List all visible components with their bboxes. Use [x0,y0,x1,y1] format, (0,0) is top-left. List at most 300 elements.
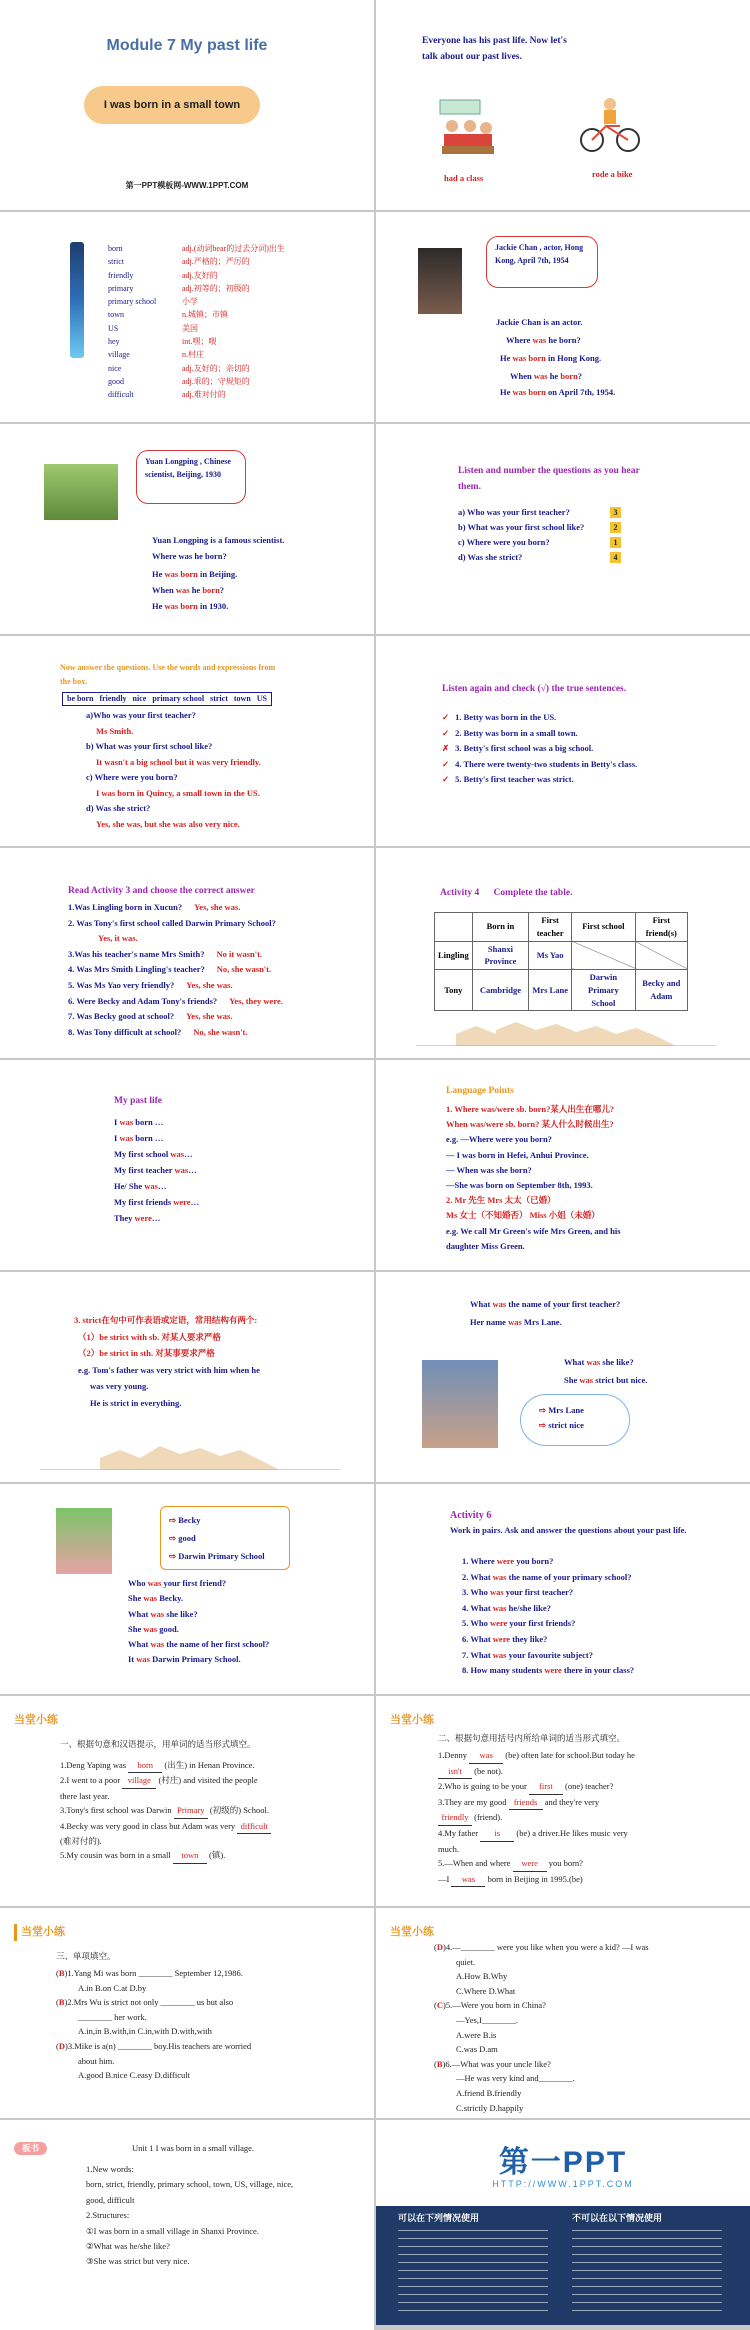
answer-number-badge: 1 [610,537,621,548]
answer-number-badge: 4 [610,552,621,563]
a-when: He was born in 1930. [152,601,229,611]
q-when: When was he born? [152,585,225,595]
vocab-word: friendly [108,270,134,280]
text-part: (镇). [206,1850,226,1861]
sentence-text: 1. Betty was born in the US. [455,712,557,722]
exercise-line [56,2068,356,2083]
example-4: —She was born on September 8th, 1993. [446,1180,593,1191]
column-header: First school [572,913,635,942]
table-cell: Shanxi Province [472,941,528,970]
filled-answer: village [122,1773,156,1788]
question-text: d) Was she strict? [458,552,523,562]
sentence-list [114,1114,199,1226]
dialogue-line [128,1607,269,1622]
keyword [169,1547,281,1565]
text-part: 8. How many students [462,1665,545,1676]
speech-bubble [136,450,246,504]
text-part: … [188,1165,197,1175]
text-part: 3. Who [462,1587,490,1598]
text-part: He/ She [114,1181,145,1191]
paren: ( [56,2040,59,2051]
q1: What was the name of your first teacher? [470,1299,621,1309]
title-1: Listen and number the questions as you hear [458,466,640,476]
vocab-meaning: adj.严格的；严厉的 [182,257,250,267]
text-part: C.Where D.What [456,1985,516,1996]
exercise-list [438,1748,738,1887]
text-part: ________ her work. [78,2011,147,2022]
answer: Yes, they were. [229,995,283,1006]
question-row [462,1585,634,1601]
answer: No, she wasn't. [216,964,272,975]
decor-stripe [70,242,84,358]
verb: was [143,1623,158,1634]
link-list-placeholder [398,2230,548,2314]
sentence-line [114,1162,199,1178]
slide-10 [376,848,750,1058]
slide-5 [0,424,374,634]
text-part: C.was D.am [456,2044,498,2055]
question-row [462,1554,634,1570]
word-box: be born friendly nice primary school strict town US [62,692,272,706]
example-6: daughter Miss Green. [446,1240,525,1251]
choice-answer: D [436,1942,443,1952]
question: 3.Was his teacher's name Mrs Smith? [68,948,205,959]
question-row [458,551,658,566]
text-part: (one) teacher? [562,1781,614,1792]
keyword-oval [520,1394,630,1446]
text-part: A.good B.nice C.easy D.difficult [78,2070,190,2081]
example-3: He is strict in everything. [90,1397,182,1408]
vocab-row [108,269,285,282]
bubble-text: Jackie Chan , actor, Hong Kong, April 7th, 1954 [495,243,584,265]
vocab-list [108,242,285,402]
filled-answer: was [451,1872,485,1888]
intro-line-1: Everyone has his past life. Now let's [422,36,567,46]
sentence-text: 2. Betty was born in a small town. [455,727,578,738]
q-when: When was he born? [510,371,583,381]
text-part: 6. What [462,1633,493,1644]
answer: No it wasn't. [216,948,263,959]
question-list [462,1554,634,1679]
exercise-line [438,1842,738,1857]
subtitle-text: I was born in a small town [103,99,241,111]
title: Listen again and check (√) the true sentences. [442,684,627,694]
column-header: First teacher [529,913,572,942]
dialogue-line [128,1637,269,1652]
exercise-line [56,2010,356,2025]
filled-answer: first [529,1779,563,1795]
exercise-line [56,2054,356,2069]
sentence-text: 3. Betty's first school was a big school. [455,743,594,753]
text-part: What [128,1608,151,1619]
text-part: … [184,1149,193,1159]
line-actor: Jackie Chan is an actor. [496,317,583,327]
caption-had-class: had a class [444,173,484,183]
verb: were [134,1213,152,1223]
section-tag: 当堂小练 [390,1714,434,1726]
slide-21 [0,2120,374,2330]
verb: was [492,1571,507,1582]
vocab-meaning: adj.乖的；守规矩的 [182,376,250,386]
table-cell: Tony [435,970,473,1011]
a2: She was strict but nice. [564,1375,648,1385]
paren: ( [434,2000,437,2011]
sentence-line [114,1210,199,1226]
question-row [462,1570,634,1586]
question: b) What was your first school like? [86,741,213,751]
vocab-row [108,388,285,401]
info-col-2: 不可以在以下情况使用 [572,2213,663,2223]
table-header [435,913,688,942]
paren: ( [434,1942,437,1952]
vocab-meaning: adj.友好的 [182,270,218,280]
text-part: your first teacher? [503,1587,574,1598]
points [74,1312,364,1411]
teacher-photo [422,1360,498,1448]
table-cell: Cambridge [472,970,528,1011]
example-1: e.g. Tom's father was very strict with him when he [78,1364,260,1375]
vocab-word: US [108,323,119,333]
question-text: a) Who was your first teacher? [458,507,570,517]
text-part: they like? [510,1633,548,1644]
qa-row [68,900,368,916]
verb: was [489,1587,504,1598]
text-part: (be) a driver.He likes music very [514,1827,628,1838]
text-part: —He was very kind and________. [456,2073,575,2084]
summary-line: ③She was strict but very nice. [86,2256,190,2267]
filled-answer: was [469,1748,503,1764]
text-part: My first school [114,1149,171,1159]
keyword-1: ⇨ Mrs Lane [539,1405,584,1415]
exercise-line [56,2024,356,2039]
exercise-line [60,1758,360,1773]
exercise-line [438,1748,738,1764]
text-part: (be) often late for school.But today he [503,1750,635,1760]
title: Activity 6 [450,1510,492,1521]
classroom-picture [438,96,498,162]
question-row [462,1648,634,1664]
text-part: he/she like? [506,1602,551,1613]
column-header: Born in [472,913,528,942]
slide-12 [376,1060,750,1270]
section-tag: 板书 [14,2142,47,2155]
vocab-meaning: 美国 [182,323,198,333]
text-part: C.strictly D.happily [456,2102,524,2113]
text-part: )1.Yang Mi was born ________ September 12,1986. [64,1968,243,1978]
exercise-line [56,2039,356,2054]
text-part: good. [157,1623,179,1634]
keyword-2: ⇨ strict nice [539,1420,584,1430]
info-col-1: 可以在下列情况使用 [398,2213,480,2223]
sentence-row [442,772,637,788]
q-where: Where was he born? [506,335,581,345]
text-part: A.were B.is [456,2029,497,2040]
choice-answer: C [436,2000,443,2011]
text-part: Becky. [157,1593,184,1604]
table-cell: Darwin Primary School [572,970,635,1011]
logo-url: HTTP://WWW.1PPT.COM [492,2179,634,2189]
vocab-word: difficult [108,390,134,400]
dialogue-line [128,1576,269,1591]
column-header: First friend(s) [635,913,687,942]
example-3: — When was she born? [446,1164,532,1175]
summary-line: born, strict, friendly, primary school, town, US, village, nice, [86,2179,294,2190]
vocab-row [108,335,285,348]
point-1b: When was/were sb. born? 某人什么时候出生? [446,1119,614,1130]
line-scientist: Yuan Longping is a famous scientist. [152,535,285,545]
answer: Yes, she was. [186,979,233,990]
sentence-text: 5. Betty's first teacher was strict. [455,774,574,784]
text-part: 2. What [462,1571,493,1582]
vocab-word: good [108,376,124,386]
qa-list [68,900,368,1040]
qa-row [68,947,368,963]
vocab-meaning: adj.难对付的 [182,390,226,400]
verb: was [492,1602,507,1613]
bike-picture [580,96,642,156]
slide-title: Module 7 My past life [106,37,268,54]
question: 2. Was Tony's first school called Darwin Primary School? [68,917,276,928]
paren: ( [56,1997,59,2008]
answer: Ms Smith. [96,725,134,736]
slide-15 [0,1484,374,1694]
text-part: )5.—Were you born in China? [442,2000,546,2011]
slide-20 [376,1908,750,2118]
qa-row [68,916,368,932]
vocab-meaning: n.村庄 [182,350,204,360]
girl-photo [56,1508,112,1574]
slide-16 [376,1484,750,1694]
dialogue-line [128,1622,269,1637]
arrow-icon: ⇨ [169,1515,179,1525]
choice-answer: B [58,1968,65,1978]
verb: were [544,1665,562,1676]
exercise-line [434,2028,734,2043]
exercise-line [434,1984,734,1999]
qa-row [68,1025,368,1041]
q2: What was she like? [564,1357,634,1367]
filled-answer: were [513,1856,547,1872]
points [446,1102,736,1254]
title: Language Points [446,1086,514,1096]
town-decoration [40,1440,340,1470]
text-part: you born? [546,1858,583,1869]
paren: ( [434,2058,437,2069]
exercise-line [60,1773,360,1788]
exercise-line [438,1764,738,1780]
verb: were [496,1556,515,1566]
verb: was [119,1117,134,1127]
text-part: (be not). [472,1765,503,1776]
exercise-line [434,1940,734,1955]
vocab-word: nice [108,363,122,373]
title: Activity 4 Complete the table. [440,888,573,898]
exercise-line [60,1789,360,1803]
slide-14 [376,1272,750,1482]
text-part: 1. Where [462,1556,497,1566]
example-2: — I was born in Hefei, Anhui Province. [446,1149,589,1160]
slide-1 [0,0,374,210]
question-row [462,1616,634,1632]
vocab-row [108,362,285,375]
exercise-line [60,1848,360,1863]
exercise-line [438,1779,738,1795]
example-2: was very young. [90,1381,149,1391]
slide-22 [376,2120,750,2325]
text-part: 4. What [462,1602,493,1613]
sentence-row [442,710,637,726]
exercise-line [434,2071,734,2086]
text-part: 5. Who [462,1618,490,1629]
text-part: born … [133,1133,164,1143]
text-part: 4.My father [438,1827,481,1838]
vocab-word: town [108,310,124,320]
text-part: She [128,1593,144,1604]
check-mark: ✗ [442,743,450,753]
caption-rode-bike: rode a bike [592,169,633,179]
sentence-list [442,710,637,788]
vocab-meaning: adj.友好的；亲切的 [182,363,250,373]
question-list [458,506,658,566]
title-1: Now answer the questions. Use the words and expressions from [60,663,276,672]
text-part: 2.Who is going to be your [438,1781,529,1792]
exercise-line [60,1803,360,1818]
jackie-photo [418,248,462,314]
exercise-line [434,2057,734,2072]
question-text: c) Where were you born? [458,537,550,547]
title-2: them. [458,482,481,492]
dialogue-line [128,1652,269,1667]
text-part: )2.Mrs Wu is strict not only ________ us but also [64,1997,234,2008]
answer: Yes, she was, but she was also very nice. [96,818,240,829]
slide-11 [0,1060,374,1270]
exercise-line [60,1834,360,1848]
exercise-line [434,2101,734,2116]
text-part: My first friends [114,1197,174,1207]
qa-row [68,994,368,1010]
speech-bubble [486,236,598,288]
answer-number-badge: 2 [610,522,621,533]
logo-text: 第一PPT [498,2146,628,2179]
keyword [169,1511,281,1529]
text-part: 4.Becky was very good in class but Adam was very [60,1820,238,1831]
filled-answer: is [480,1826,514,1842]
text-part: A.in,in B.with,in C.in,with D.with,with [78,2026,212,2037]
verb: were [492,1633,511,1644]
text-part: My first teacher [114,1165,175,1175]
table-cell: Ms Yao [529,941,572,970]
qa-row [68,931,368,947]
vocab-row [108,295,285,308]
text-part: the name of her first school? [164,1639,270,1650]
summary [86,2162,366,2270]
verb: was [143,1593,158,1604]
a-where: He was born in Beijing. [152,569,238,579]
exercise-line [434,2042,734,2057]
point-2: 2. Mr 先生 Mrs 太太（已婚） [446,1195,556,1206]
slide-18 [376,1696,750,1906]
exercise-line [56,1966,356,1981]
qa-row [68,978,368,994]
exercise-line [56,1981,356,1996]
text-part: I [114,1117,120,1127]
text-part: 1.Denny [438,1750,470,1760]
example-5: e.g. We call Mr Green's wife Mrs Green, and his [446,1225,621,1236]
answer: Yes, she was. [194,902,241,912]
exercise-line [60,1819,360,1834]
verb: was [147,1578,162,1588]
a-where: He was born in Hong Kong. [500,353,602,363]
intro-line-2: talk about our past lives. [422,52,522,62]
exercise-line [438,1795,738,1811]
dialogue [128,1576,269,1668]
text-part: )3.Mike is a(n) ________ boy.His teachers are worried [64,2040,252,2051]
filled-answer: isn't [438,1764,472,1780]
check-mark: ✓ [442,758,450,769]
vocab-row [108,282,285,295]
answer: Yes, she was. [186,1011,233,1022]
subtitle-pill [84,86,260,124]
filled-answer: friends [509,1795,543,1811]
question: a)Who was your first teacher? [86,710,196,720]
vocab-word: primary school [108,297,157,307]
point-1: 1. Where was/were sb. born?某人出生在哪儿? [446,1104,615,1114]
exercise-list [434,1940,734,2115]
vocab-meaning: adj.初等的；初级的 [182,283,250,293]
filled-answer: born [128,1758,162,1773]
text-part: )4.—________ were you like when you were a kid? —I was [442,1942,649,1952]
text-part: quiet. [456,1956,476,1967]
exercise-line [438,1872,738,1888]
answer: No, she wasn't. [193,1026,248,1037]
exercise-line [438,1826,738,1842]
text-part: … [190,1197,200,1207]
vocab-word: hey [108,337,120,347]
filled-answer: Primary [174,1803,208,1818]
a-when: He was born on April 7th, 1954. [500,387,616,397]
verb: was [170,1149,185,1159]
arrow-icon: ⇨ [169,1533,179,1543]
exercise-line [438,1810,738,1826]
sentence-line [114,1146,199,1162]
question-text: b) What was your first school like? [458,522,585,532]
exercise-line [438,1856,738,1872]
heading: 二、根据句意用括号内所给单词的适当形式填空。 [438,1733,626,1743]
title: Unit 1 I was born in a small village. [132,2143,255,2153]
verb: was [150,1639,165,1650]
question: 4. Was Mrs Smith Lingling's teacher? [68,964,205,975]
keyword-box [160,1506,290,1570]
example-1: e.g. —Where were you born? [446,1134,552,1145]
text-part: (难对付的). [60,1836,102,1847]
text-part: A.friend B.friendly [456,2087,522,2098]
a1: Her name was Mrs Lane. [470,1317,562,1327]
qa-list [86,708,366,832]
vocab-word: born [108,244,123,253]
answer: It wasn't a big school but it was very friendly. [96,756,261,767]
text-part: … [157,1181,167,1191]
question-row [458,536,658,551]
point-3: 3. strict在句中可作表语或定语，常用结构有两个: [74,1315,258,1325]
summary-line: good, difficult [86,2194,135,2205]
text-part: born in Beijing in 1995.(be) [485,1873,583,1884]
info-table [434,912,688,1011]
text-part: and they're very [542,1796,600,1807]
question: 1.Was Lingling born in Xucun? [68,902,183,912]
answer: I was born in Quincy, a small town in the US. [96,787,260,798]
vocab-meaning: 小学 [182,297,198,307]
table-cell: Becky and Adam [635,970,687,1011]
